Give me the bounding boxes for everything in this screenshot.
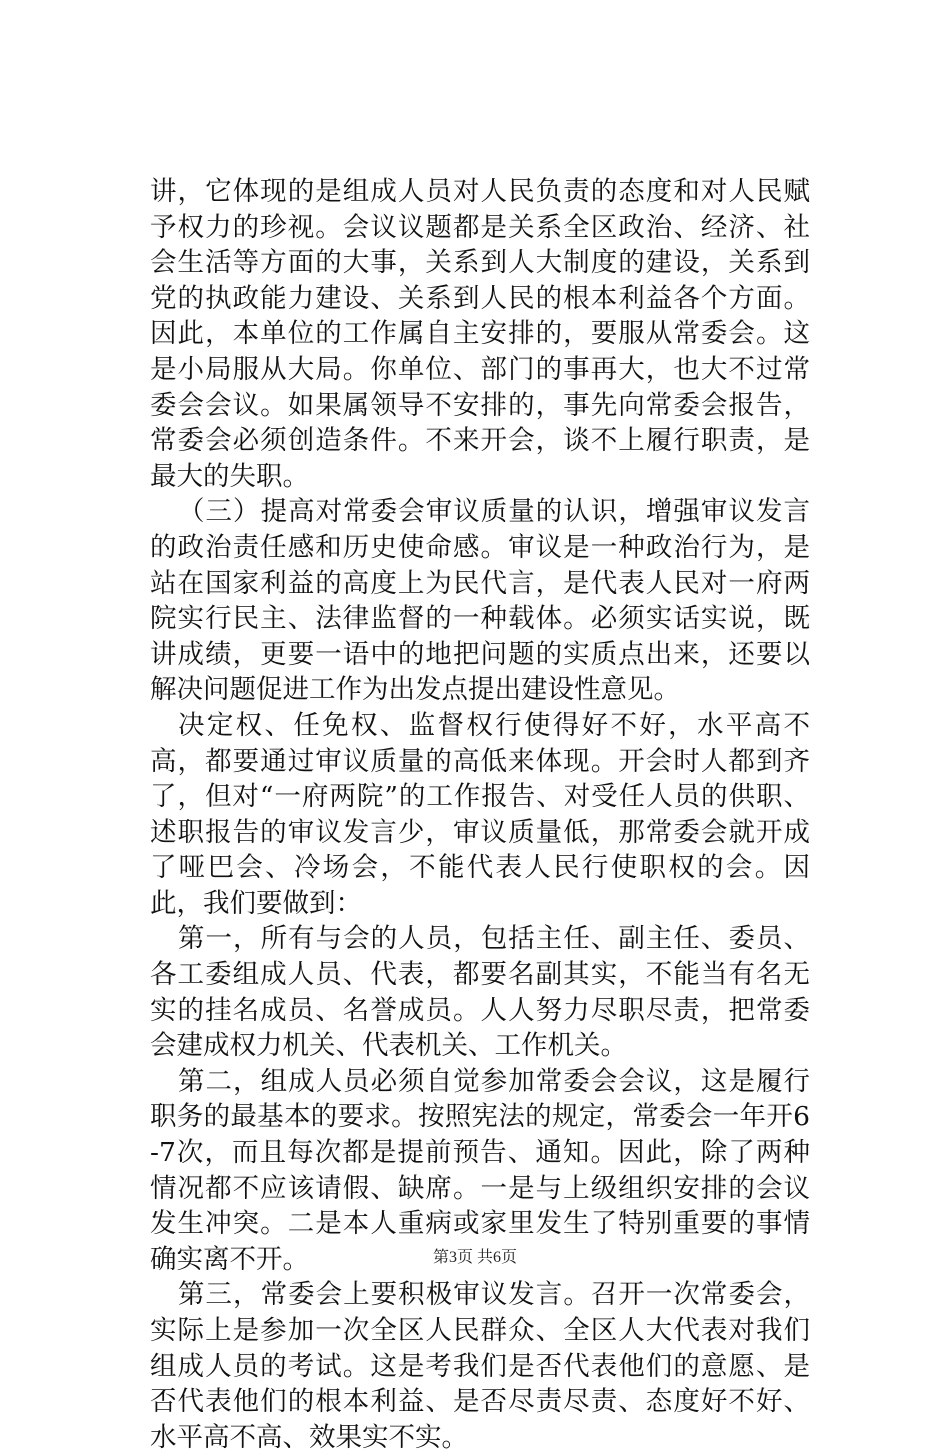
paragraph-continuation: 讲，它体现的是组成人员对人民负责的态度和对人民赋予权力的珍视。会议议题都是关系全区政治、经济、社会生活等方面的大事，关系到人大制度的建设，关系到党的执政能力建设、关系到人民的根本利益各个方面。因此，本单位的工作属自主安排的，要服从常委会。这是小局服从大局。你单位、部门的事再大，也大不过常委会会议。如果属领导不安排的，事先向常委会报告，常委会必须创造条件。不来开会，谈不上履行职责，是最大的失职。 — [150, 176, 810, 492]
page-footer: 第3页 共6页 — [432, 1249, 517, 1266]
paragraph-decision-power: 决定权、任免权、监督权行使得好不好，水平高不高，都要通过审议质量的高低来体现。开会时人都到齐了，但对“一府两院”的工作报告、对受任人员的供职、述职报告的审议发言少，审议质量低，那常委会就开成了哑巴会、冷场会，不能代表人民行使职权的会。因此，我们要做到： — [150, 709, 810, 919]
paragraph-section-three: （三）提高对常委会审议质量的认识，增强审议发言的政治责任感和历史使命感。审议是一种政治行为，是站在国家利益的高度上为民代言，是代表人民对一府两院实行民主、法律监督的一种载体。必须实话实说，既讲成绩，更要一语中的地把问题的实质点出来，还要以解决问题促进工作为出发点提出建设性意见。 — [150, 496, 810, 706]
paragraph-point-two: 第二，组成人员必须自觉参加常委会会议，这是履行职务的最基本的要求。按照宪法的规定，常委会一年开6-7次，而且每次都是提前预告、通知。因此，除了两种情况都不应该请假、缺席。一是与上级组织安排的会议发生冲突。二是本人重病或家里发生了特别重要的事情确实离不开。 — [150, 1065, 810, 1275]
paragraph-point-one: 第一，所有与会的人员，包括主任、副主任、委员、各工委组成人员、代表，都要名副其实，不能当有名无实的挂名成员、名誉成员。人人努力尽职尽责，把常委会建成权力机关、代表机关、工作机关。 — [150, 923, 810, 1062]
paragraph-point-three: 第三，常委会上要积极审议发言。召开一次常委会，实际上是参加一次全区人民群众、全区人大代表对我们组成人员的考试。这是考我们是否代表他们的意愿、是否代表他们的根本利益、是否尽责尽责、态度好不好、水平高不高、效果实不实。 — [150, 1279, 810, 1453]
